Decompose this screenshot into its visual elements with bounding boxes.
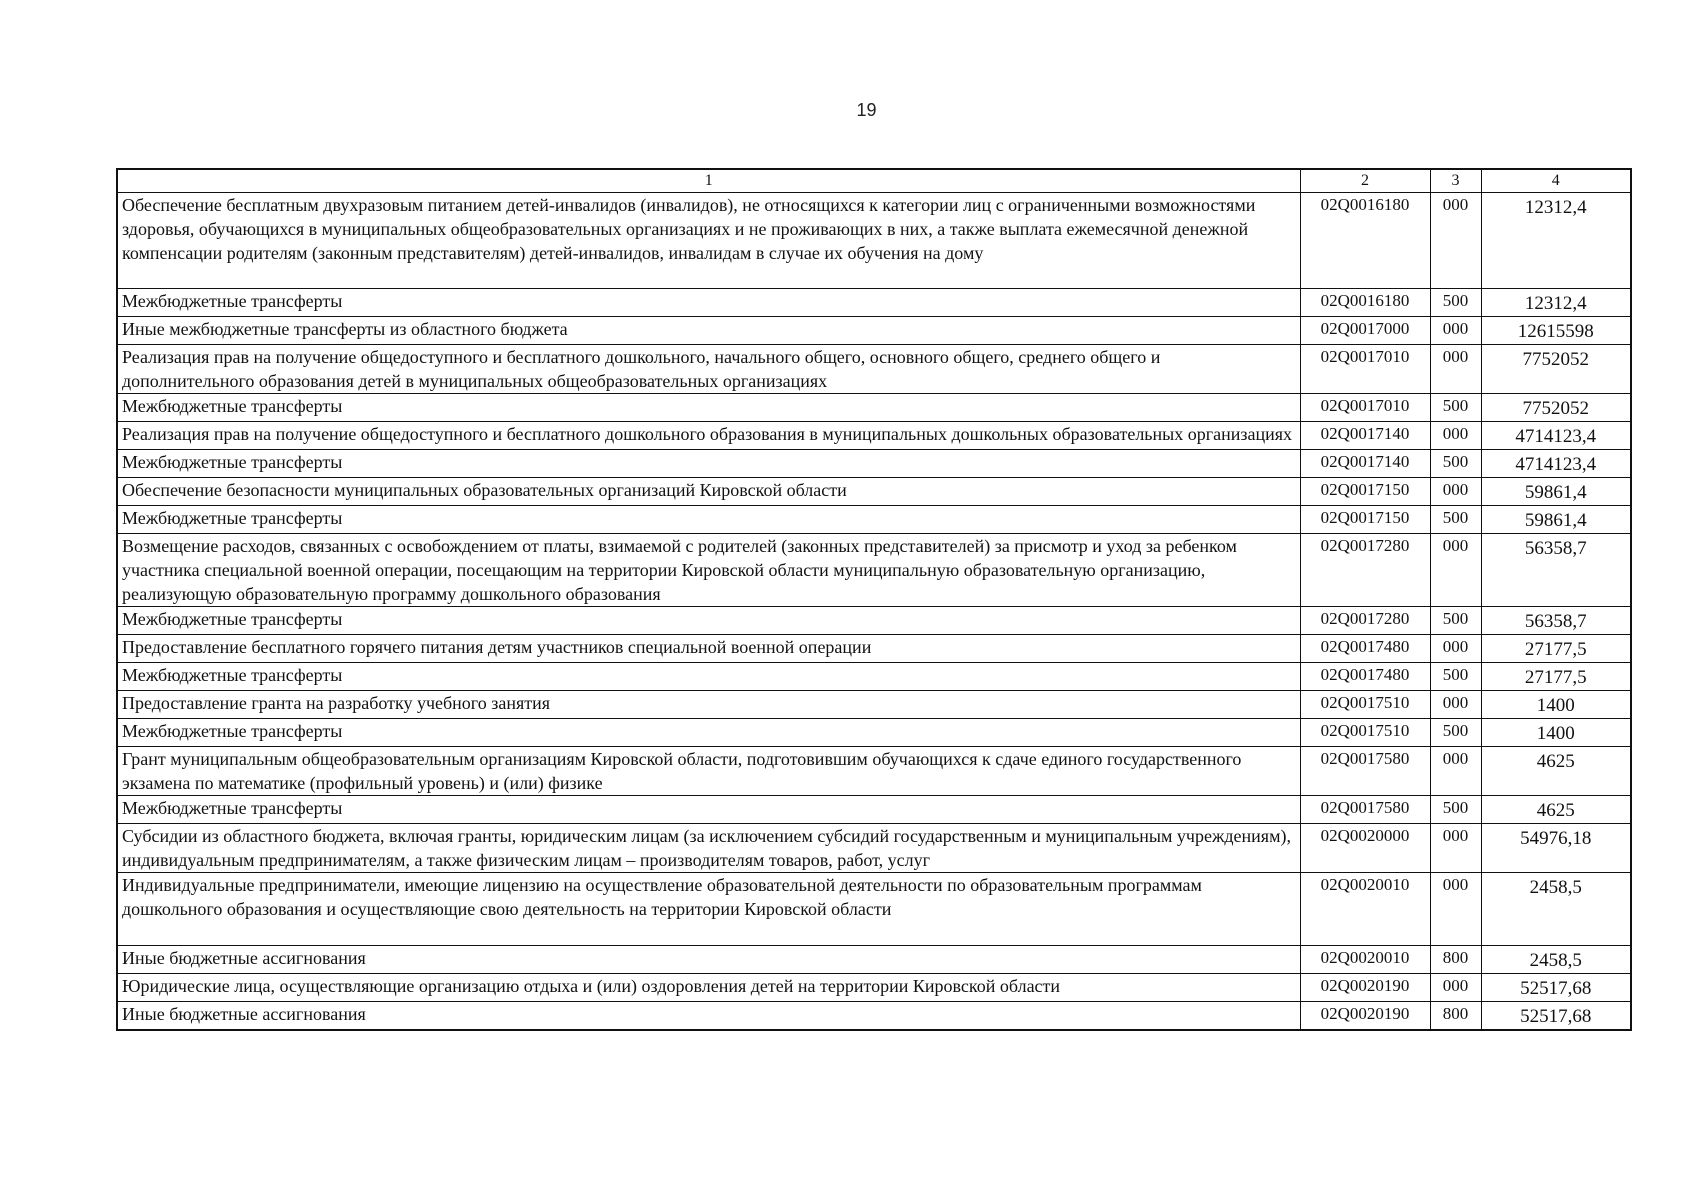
row-amount: 12312,4 xyxy=(1481,193,1631,289)
row-description: Субсидии из областного бюджета, включая гранты, юридическим лицам (за исключением субсидий государственным и муниципальным учреждениям), индивидуальным предпринимателям, а также физическим лицам – производителям товаров, работ, услуг xyxy=(117,824,1300,873)
row-type: 000 xyxy=(1430,422,1481,450)
row-description: Предоставление гранта на разработку учебного занятия xyxy=(117,691,1300,719)
row-type: 500 xyxy=(1430,719,1481,747)
table-row xyxy=(117,450,1631,478)
table-body xyxy=(117,193,1631,1031)
row-description: Реализация прав на получение общедоступного и бесплатного дошкольного образования в муниципальных дошкольных образовательных организациях xyxy=(117,422,1300,450)
row-amount: 4714123,4 xyxy=(1481,422,1631,450)
table-row xyxy=(117,873,1631,946)
row-description: Межбюджетные трансферты xyxy=(117,607,1300,635)
row-description: Реализация прав на получение общедоступного и бесплатного дошкольного, начального общего, основного общего, среднего общего и дополнительного образования детей в муниципальных общеобразовательных организациях xyxy=(117,345,1300,394)
row-description: Грант муниципальным общеобразовательным организациям Кировской области, подготовившим обучающихся к сдаче единого государственного экзамена по математике (профильный уровень) и (или) физике xyxy=(117,747,1300,796)
row-code: 02Q0020000 xyxy=(1300,824,1430,873)
row-code: 02Q0017480 xyxy=(1300,663,1430,691)
table-row xyxy=(117,946,1631,974)
row-code: 02Q0017140 xyxy=(1300,422,1430,450)
row-code: 02Q0017480 xyxy=(1300,635,1430,663)
row-amount: 52517,68 xyxy=(1481,1002,1631,1031)
row-amount: 12312,4 xyxy=(1481,289,1631,317)
table-row xyxy=(117,663,1631,691)
row-code: 02Q0016180 xyxy=(1300,289,1430,317)
table-row xyxy=(117,796,1631,824)
row-amount: 52517,68 xyxy=(1481,974,1631,1002)
row-amount: 7752052 xyxy=(1481,345,1631,394)
table-row xyxy=(117,607,1631,635)
table-row xyxy=(117,719,1631,747)
row-amount: 1400 xyxy=(1481,719,1631,747)
row-description: Межбюджетные трансферты xyxy=(117,719,1300,747)
row-description: Возмещение расходов, связанных с освобождением от платы, взимаемой с родителей (законных представителей) за присмотр и уход за ребенком участника специальной военной операции, посещающим на территории Кировской области муниципальную образовательную организацию, реализующую образовательную программу дошкольного образования xyxy=(117,534,1300,607)
row-description: Индивидуальные предприниматели, имеющие лицензию на осуществление образовательной деятельности по образовательным программам дошкольного образования и осуществляющие свою деятельность на территории Кировской области xyxy=(117,873,1300,946)
row-type: 000 xyxy=(1430,193,1481,289)
budget-table xyxy=(116,168,1632,1031)
table-row xyxy=(117,422,1631,450)
table-row xyxy=(117,317,1631,345)
row-type: 500 xyxy=(1430,506,1481,534)
page-number: 19 xyxy=(856,100,877,120)
row-type: 800 xyxy=(1430,1002,1481,1031)
row-description: Межбюджетные трансферты xyxy=(117,506,1300,534)
row-code: 02Q0020190 xyxy=(1300,974,1430,1002)
row-code: 02Q0020010 xyxy=(1300,873,1430,946)
row-type: 500 xyxy=(1430,450,1481,478)
row-type: 000 xyxy=(1430,317,1481,345)
table-row xyxy=(117,478,1631,506)
row-type: 500 xyxy=(1430,289,1481,317)
row-code: 02Q0016180 xyxy=(1300,193,1430,289)
row-amount: 2458,5 xyxy=(1481,946,1631,974)
row-type: 800 xyxy=(1430,946,1481,974)
row-description: Иные бюджетные ассигнования xyxy=(117,946,1300,974)
row-code: 02Q0017000 xyxy=(1300,317,1430,345)
row-amount: 27177,5 xyxy=(1481,635,1631,663)
row-description: Обеспечение безопасности муниципальных образовательных организаций Кировской области xyxy=(117,478,1300,506)
row-description: Предоставление бесплатного горячего питания детям участников специальной военной операции xyxy=(117,635,1300,663)
row-type: 000 xyxy=(1430,534,1481,607)
table-row xyxy=(117,1002,1631,1031)
row-type: 500 xyxy=(1430,663,1481,691)
row-amount: 56358,7 xyxy=(1481,534,1631,607)
row-description: Межбюджетные трансферты xyxy=(117,450,1300,478)
row-code: 02Q0017580 xyxy=(1300,796,1430,824)
row-amount: 7752052 xyxy=(1481,394,1631,422)
row-type: 000 xyxy=(1430,635,1481,663)
row-description: Межбюджетные трансферты xyxy=(117,289,1300,317)
row-type: 000 xyxy=(1430,345,1481,394)
row-amount: 56358,7 xyxy=(1481,607,1631,635)
row-description: Иные межбюджетные трансферты из областного бюджета xyxy=(117,317,1300,345)
row-code: 02Q0017140 xyxy=(1300,450,1430,478)
row-amount: 4625 xyxy=(1481,747,1631,796)
table-row xyxy=(117,691,1631,719)
row-code: 02Q0020190 xyxy=(1300,1002,1430,1031)
table-row xyxy=(117,747,1631,796)
row-type: 500 xyxy=(1430,607,1481,635)
row-amount: 59861,4 xyxy=(1481,478,1631,506)
row-type: 000 xyxy=(1430,873,1481,946)
row-type: 000 xyxy=(1430,974,1481,1002)
table-row xyxy=(117,193,1631,289)
table-row xyxy=(117,824,1631,873)
table-row xyxy=(117,974,1631,1002)
table-row xyxy=(117,345,1631,394)
table-row xyxy=(117,635,1631,663)
row-amount: 54976,18 xyxy=(1481,824,1631,873)
row-amount: 4714123,4 xyxy=(1481,450,1631,478)
row-type: 500 xyxy=(1430,796,1481,824)
row-code: 02Q0017510 xyxy=(1300,719,1430,747)
table-row xyxy=(117,534,1631,607)
row-amount: 12615598 xyxy=(1481,317,1631,345)
row-description: Межбюджетные трансферты xyxy=(117,796,1300,824)
row-amount: 4625 xyxy=(1481,796,1631,824)
row-code: 02Q0017280 xyxy=(1300,534,1430,607)
row-description: Иные бюджетные ассигнования xyxy=(117,1002,1300,1031)
row-amount: 1400 xyxy=(1481,691,1631,719)
row-type: 000 xyxy=(1430,824,1481,873)
row-code: 02Q0020010 xyxy=(1300,946,1430,974)
row-description: Межбюджетные трансферты xyxy=(117,663,1300,691)
row-code: 02Q0017150 xyxy=(1300,506,1430,534)
row-code: 02Q0017510 xyxy=(1300,691,1430,719)
header-cell-4: 4 xyxy=(1481,169,1631,193)
row-code: 02Q0017010 xyxy=(1300,394,1430,422)
header-cell-3: 3 xyxy=(1430,169,1481,193)
table-row xyxy=(117,506,1631,534)
row-description: Обеспечение бесплатным двухразовым питанием детей-инвалидов (инвалидов), не относящихся к категории лиц с ограниченными возможностями здоровья, обучающихся в муниципальных общеобразовательных организациях и не проживающих в них, а также выплата ежемесячной денежной компенсации родителям (законным представителям) детей-инвалидов, инвалидам в случае их обучения на дому xyxy=(117,193,1300,289)
row-code: 02Q0017280 xyxy=(1300,607,1430,635)
header-cell-2: 2 xyxy=(1300,169,1430,193)
table-header-row xyxy=(117,169,1631,193)
row-code: 02Q0017150 xyxy=(1300,478,1430,506)
row-code: 02Q0017010 xyxy=(1300,345,1430,394)
table-row xyxy=(117,394,1631,422)
row-type: 000 xyxy=(1430,747,1481,796)
row-description: Юридические лица, осуществляющие организацию отдыха и (или) оздоровления детей на территории Кировской области xyxy=(117,974,1300,1002)
row-type: 000 xyxy=(1430,691,1481,719)
row-amount: 59861,4 xyxy=(1481,506,1631,534)
row-type: 500 xyxy=(1430,394,1481,422)
row-type: 000 xyxy=(1430,478,1481,506)
row-amount: 27177,5 xyxy=(1481,663,1631,691)
table-row xyxy=(117,289,1631,317)
header-cell-1: 1 xyxy=(117,169,1300,193)
row-code: 02Q0017580 xyxy=(1300,747,1430,796)
row-description: Межбюджетные трансферты xyxy=(117,394,1300,422)
row-amount: 2458,5 xyxy=(1481,873,1631,946)
